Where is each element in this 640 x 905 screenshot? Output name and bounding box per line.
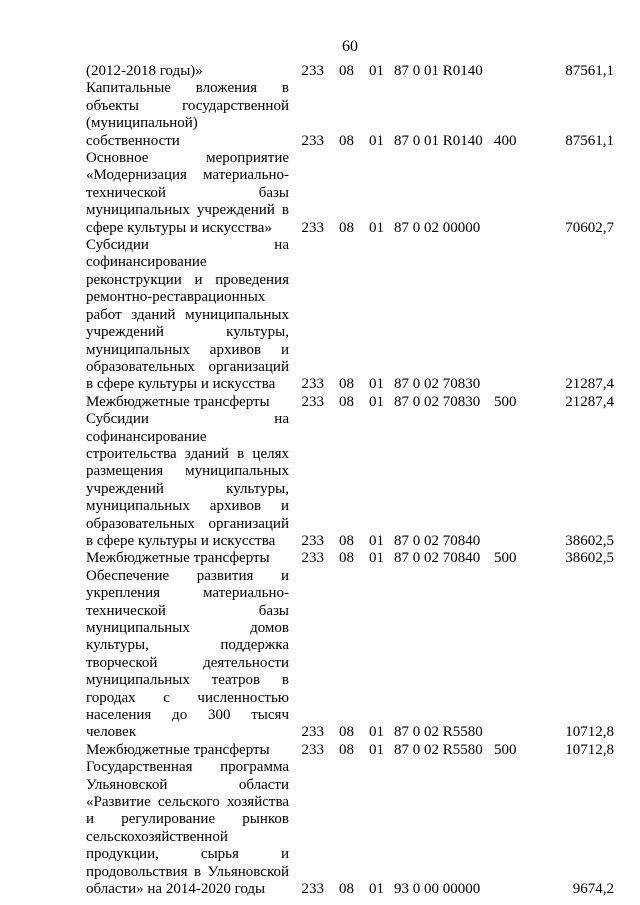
row-ministry-code: 233 bbox=[301, 393, 324, 410]
row-name: Основное мероприятие «Модернизация материально-технической базы муниципальных учреждений в сфере культуры и искусства» bbox=[86, 150, 289, 236]
page-number: 60 bbox=[342, 38, 358, 55]
row-subsection-code: 01 bbox=[369, 550, 384, 567]
row-expense-type bbox=[494, 411, 524, 550]
row-sum: 9674,2 bbox=[572, 881, 614, 898]
row-subsection-code: 01 bbox=[369, 741, 384, 758]
row-sum: 87561,1 bbox=[565, 63, 614, 79]
row-sum: 38602,5 bbox=[565, 550, 614, 567]
row-sum: 10712,8 bbox=[565, 724, 614, 741]
row-section-code: 08 bbox=[339, 741, 354, 758]
row-target-article: 87 0 02 70840 bbox=[394, 532, 481, 549]
row-ministry-code: 233 bbox=[301, 132, 324, 149]
row-subsection-code: 01 bbox=[369, 63, 384, 79]
table-row bbox=[86, 150, 614, 237]
row-target-article: 87 0 02 R5580 bbox=[394, 741, 483, 758]
row-ministry-code: 233 bbox=[301, 532, 324, 549]
row-sum: 10712,8 bbox=[565, 741, 614, 758]
row-expense-type: 500 bbox=[494, 550, 517, 567]
row-ministry-code: 233 bbox=[301, 219, 324, 236]
table-row bbox=[86, 742, 614, 759]
table-row bbox=[86, 550, 614, 567]
row-target-article: 87 0 02 R5580 bbox=[394, 724, 483, 741]
row-name: Обеспечение развития и укрепления материально-технической базы муниципальных домов культуры, поддержка творческой деятельности муниципальных театров в городах с численностью населения до 300 тысяч человек bbox=[86, 567, 289, 741]
row-sum: 87561,1 bbox=[565, 132, 614, 149]
row-section-code: 08 bbox=[339, 132, 354, 149]
row-ministry-code: 233 bbox=[301, 741, 324, 758]
row-expense-type bbox=[494, 568, 524, 742]
row-target-article: 87 0 02 70840 bbox=[394, 550, 481, 567]
row-expense-type: 500 bbox=[494, 741, 517, 758]
table-row bbox=[86, 759, 614, 898]
row-sum: 21287,4 bbox=[565, 393, 614, 410]
row-ministry-code: 233 bbox=[301, 63, 324, 79]
row-name: Межбюджетные трансферты bbox=[86, 393, 270, 410]
row-subsection-code: 01 bbox=[369, 132, 384, 149]
row-name: Государственная программа Ульяновской области «Развитие сельского хозяйства и регулирование рынков сельскохозяйственной продукции, сырья и продовольствия в Ульяновской области» на 2014-2020 годы bbox=[86, 759, 289, 898]
row-section-code: 08 bbox=[339, 393, 354, 410]
row-subsection-code: 01 bbox=[369, 219, 384, 236]
row-section-code: 08 bbox=[339, 550, 354, 567]
row-section-code: 08 bbox=[339, 63, 354, 79]
row-expense-type: 500 bbox=[494, 393, 517, 410]
row-sum: 38602,5 bbox=[565, 532, 614, 549]
row-name: Межбюджетные трансферты bbox=[86, 741, 270, 758]
row-ministry-code: 233 bbox=[301, 550, 324, 567]
row-name: Субсидии на софинансирование реконструкции и проведения ремонтно-реставрационных работ зданий муниципальных учреждений культуры, муниципальных архивов и образовательных организаций в сфере культуры и искусства bbox=[86, 237, 289, 393]
table-row bbox=[86, 63, 614, 80]
row-target-article: 87 0 02 70830 bbox=[394, 376, 481, 393]
row-name: (2012-2018 годы)» bbox=[86, 63, 203, 79]
row-sum: 70602,7 bbox=[565, 219, 614, 236]
row-expense-type: 400 bbox=[494, 132, 517, 149]
row-subsection-code: 01 bbox=[369, 881, 384, 898]
row-section-code: 08 bbox=[339, 532, 354, 549]
row-expense-type bbox=[494, 150, 524, 237]
row-section-code: 08 bbox=[339, 724, 354, 741]
row-sum: 21287,4 bbox=[565, 376, 614, 393]
row-subsection-code: 01 bbox=[369, 724, 384, 741]
row-section-code: 08 bbox=[339, 219, 354, 236]
table-row bbox=[86, 237, 614, 394]
row-name: Субсидии на софинансирование строительства зданий в целях размещения муниципальных учреждений культуры, муниципальных архивов и образовательных организаций в сфере культуры и искусства bbox=[86, 411, 289, 549]
row-section-code: 08 bbox=[339, 881, 354, 898]
row-target-article: 87 0 01 R0140 bbox=[394, 63, 483, 79]
row-target-article: 87 0 02 00000 bbox=[394, 219, 481, 236]
row-expense-type bbox=[494, 759, 524, 898]
table-row bbox=[86, 411, 614, 550]
row-ministry-code: 233 bbox=[301, 376, 324, 393]
row-name: Капитальные вложения в объекты государственной (муниципальной) собственности bbox=[86, 80, 289, 149]
row-section-code: 08 bbox=[339, 376, 354, 393]
row-subsection-code: 01 bbox=[369, 393, 384, 410]
table-row bbox=[86, 568, 614, 742]
row-expense-type bbox=[494, 63, 524, 80]
table-row bbox=[86, 80, 614, 150]
row-name: Межбюджетные трансферты bbox=[86, 550, 270, 567]
row-target-article: 87 0 02 70830 bbox=[394, 393, 481, 410]
row-ministry-code: 233 bbox=[301, 881, 324, 898]
budget-table bbox=[86, 63, 614, 899]
row-ministry-code: 233 bbox=[301, 724, 324, 741]
table-row bbox=[86, 394, 614, 411]
row-target-article: 87 0 01 R0140 bbox=[394, 132, 483, 149]
row-target-article: 93 0 00 00000 bbox=[394, 881, 481, 898]
row-expense-type bbox=[494, 237, 524, 394]
row-subsection-code: 01 bbox=[369, 532, 384, 549]
row-subsection-code: 01 bbox=[369, 376, 384, 393]
